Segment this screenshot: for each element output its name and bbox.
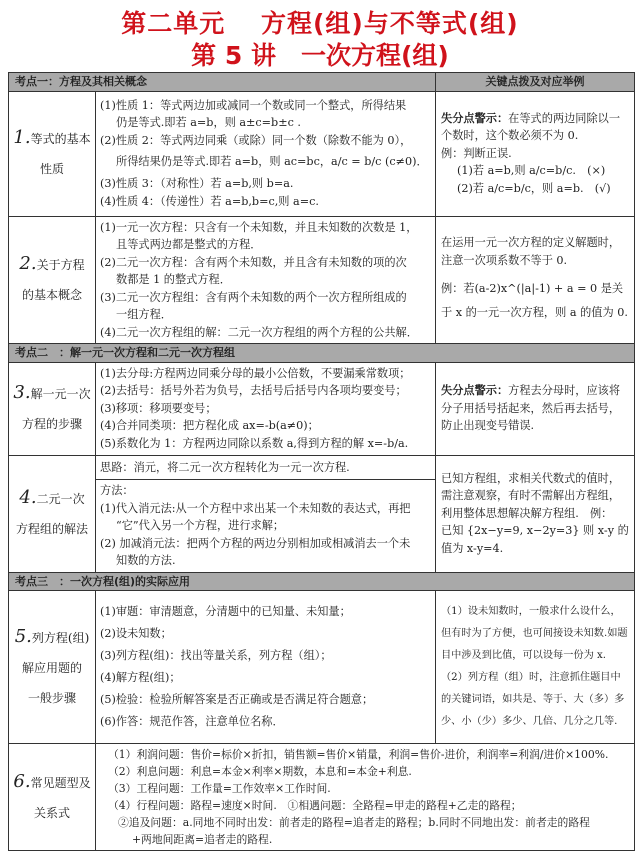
section-3-heading: 考点三 ：一次方程(组)的实际应用 [9, 572, 635, 591]
row-tip: （1）设未知数时，一般求什么设什么，但有时为了方便，也可间接设未知数.如题目中涉及到比值，可以设每一份为 x. （2）列方程（组）时，注意抓住题目中的关键词语，如共是、等于、大（多）多少、小（少）多少、几倍、几分之几等. [436, 591, 635, 744]
row-title: 3.解一元一次 方程的步骤 [9, 362, 96, 455]
lesson-title: 第 5 讲 一次方程(组) [191, 41, 449, 70]
solving-idea: 思路：消元，将二元一次方程转化为一元一次方程. [100, 460, 350, 474]
table-row [9, 591, 635, 744]
row-content: (1)审题：审清题意，分清题中的已知量、未知量； (2)设未知数； (3)列方程(组)：找出等量关系，列方程（组）； (4)解方程(组)； (5)检验：检验所解答案是否正确或是否满足符合题意； (6)作答：规范作答，注意单位名称． [96, 591, 436, 744]
row-title: 4.二元一次 方程组的解法 [9, 455, 96, 572]
table-header [9, 73, 635, 92]
section-2-heading: 考点二 ：解一元一次方程和二元一次方程组 [9, 344, 635, 363]
row-tip: 失分点警示：方程去分母时，应该将分子用括号括起来，然后再去括号，防止出现变号错误. [436, 362, 635, 455]
row-content: (1)一元一次方程：只含有一个未知数，并且未知数的次数是 1， 且等式两边都是整式的方程． (2)二元一次方程：含有两个未知数，并且含有未知数的项的次 数都是 1 的整式方程． (3)二元一次方程组：含有两个未知数的两个一次方程所组成的 一组方程． (4)二元一次方程组的解：二元一次方程组的两个方程的公共解． [96, 216, 436, 344]
section-1-heading: 考点一：方程及其相关概念 [9, 73, 436, 92]
row-tip: 在运用一元一次方程的定义解题时，注意一次项系数不等于 0. 例：若(a-2)x^(|a|-1) + a = 0 是关于 x 的一元一次方程，则 a 的值为 0. [436, 216, 635, 344]
table-row [9, 216, 635, 344]
row-content: (1)性质 1：等式两边加或减同一个数或同一个整式，所得结果 仍是等式.即若 a=b，则 a±c=b±c . (2)性质 2：等式两边同乘（或除）同一个数（除数不能为 0）， 所得结果仍是等式.即若 a=b，则 ac=bc，a/c = b/c (c≠0)． (3)性质 3：（对称性）若 a=b,则 b=a. (4)性质 4：（传递性）若 a=b,b=c,则 a=c. [96, 91, 436, 216]
row-tip: 已知方程组，求相关代数式的值时，需注意观察，有时不需解出方程组，利用整体思想解决解方程组. 例： 已知 {2x−y=9, x−2y=3} 则 x-y 的值为 x-y=4. [436, 455, 635, 572]
knowledge-table [8, 72, 635, 851]
row-content: (1)去分母:方程两边同乘分母的最小公倍数，不要漏乘常数项； (2)去括号：括号外若为负号，去括号后括号内各项均要变号； (3)移项：移项要变号； (4)合并同类项：把方程化成 ax=-b(a≠0)； (5)系数化为 1：方程两边同除以系数 a,得到方程的解 x=-b/a. [96, 362, 436, 455]
unit-title: 第二单元 方程(组)与不等式(组) [121, 9, 519, 38]
row-title: 5.列方程(组) 解应用题的 一般步骤 [9, 591, 96, 744]
table-row [9, 362, 635, 455]
row-title: 6.常见题型及 关系式 [9, 744, 96, 851]
table-row [9, 91, 635, 216]
tips-column-heading: 关键点拨及对应举例 [436, 73, 635, 92]
row-tip: 失分点警示：在等式的两边同除以一个数时，这个数必须不为 0. 例：判断正误. (1)若 a=b,则 a/c=b/c. (×) (2)若 a/c=b/c，则 a=b. (√) [436, 91, 635, 216]
row-title: 2.关于方程 的基本概念 [9, 216, 96, 344]
table-row [9, 744, 635, 851]
row-title: 1.等式的基本 性质 [9, 91, 96, 216]
row-content: 思路：消元，将二元一次方程转化为一元一次方程. 方法： (1)代入消元法:从一个方程中求出某一个未知数的表达式，再把 “它”代入另一个方程，进行求解； (2) 加减消元法：把两个方程的两边分别相加或相减消去一个未 知数的方法. [96, 455, 436, 572]
table-row [9, 455, 635, 572]
row-content: （1）利润问题：售价=标价×折扣，销售额=售价×销量，利润=售价-进价，利润率=利润/进价×100%. （2）利息问题：利息=本金×利率×期数，本息和=本金+利息. （3）工程问题：工作量=工作效率×工作时间. （4）行程问题：路程=速度×时间. ①相遇问题：全路程=甲走的路程+乙走的路程； ②追及问题：a.同地不同时出发：前者走的路程=追者走的路程；b.同时不同地出发：前者走的路程 +两地间距离=追者走的路程. [96, 744, 635, 851]
